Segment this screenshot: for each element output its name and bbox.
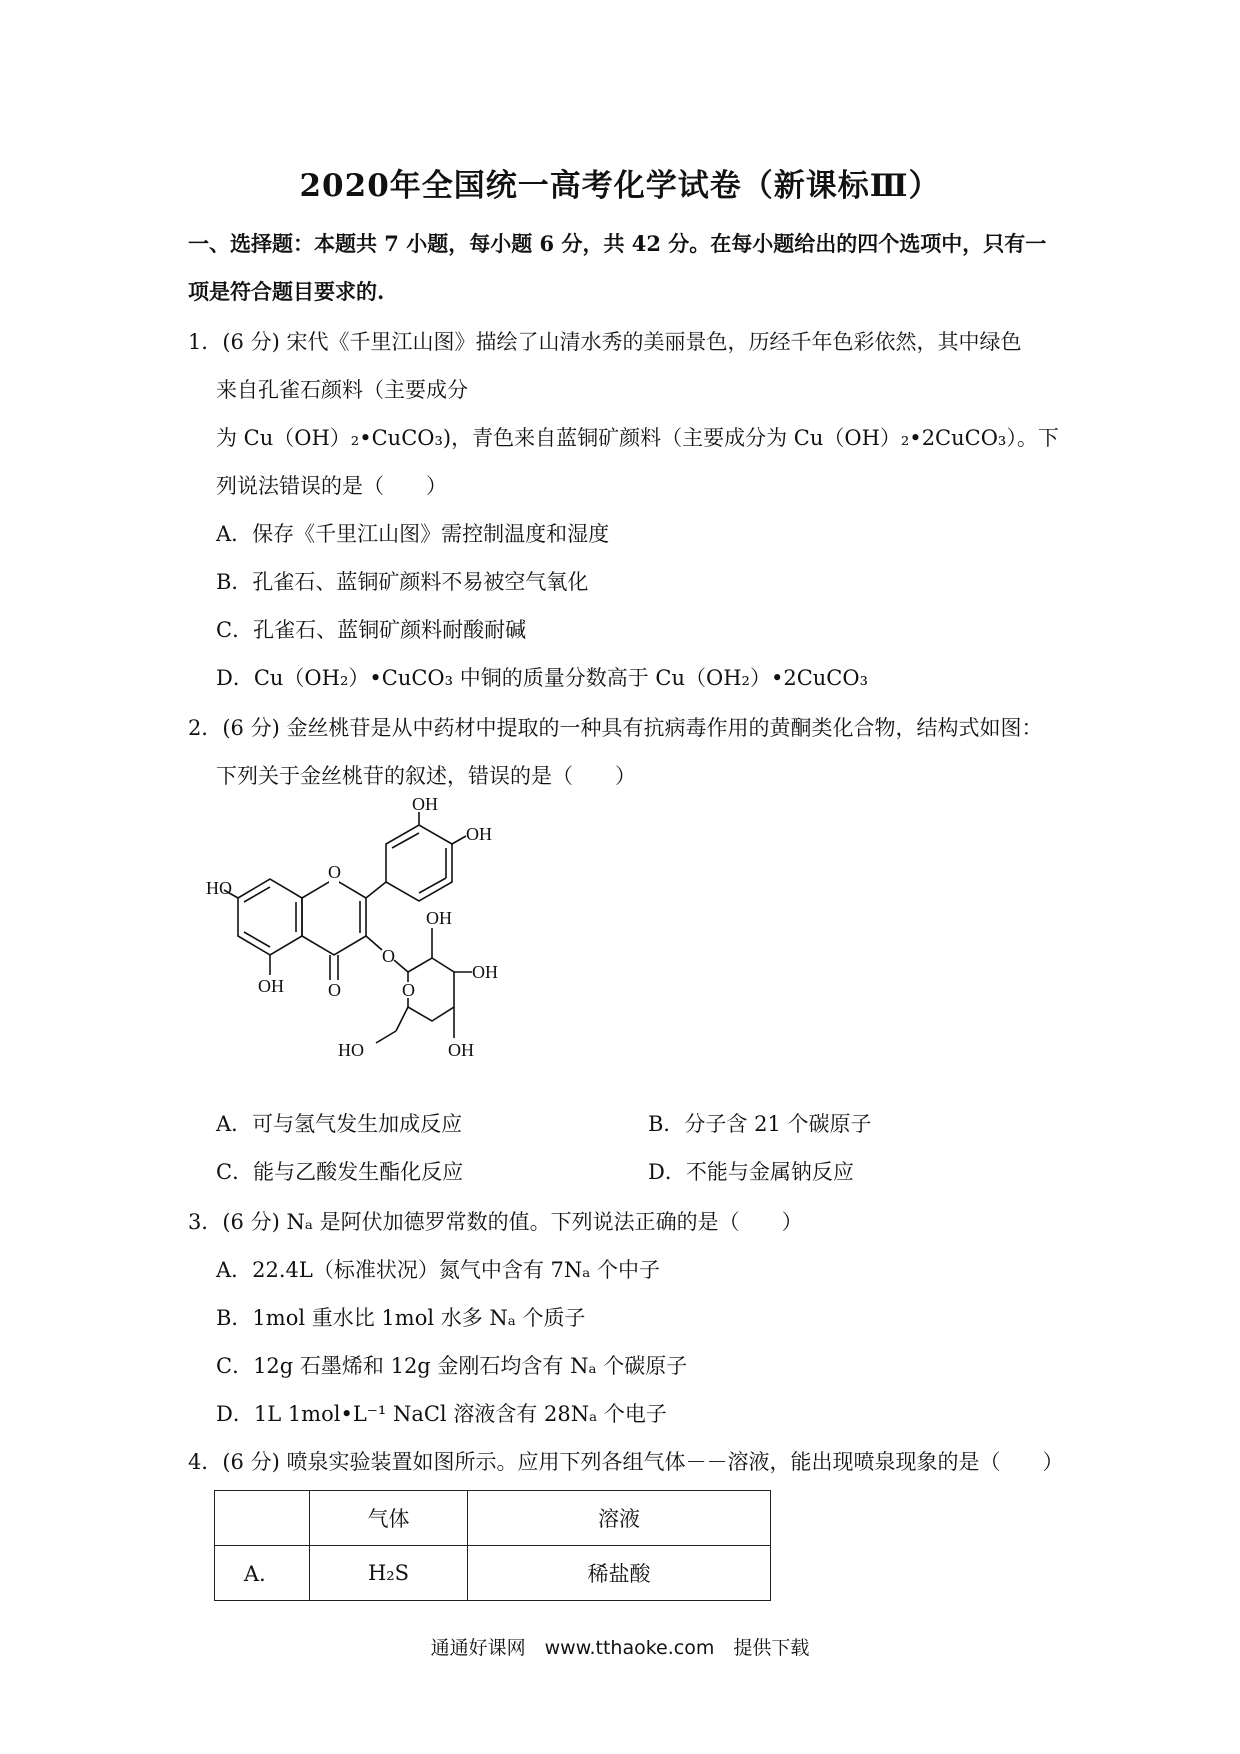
ring-a [238, 879, 302, 955]
q2-stem-line1: 2．(6 分) 金丝桃苷是从中药材中提取的一种具有抗病毒作用的黄酮类化合物，结构式如图： [188, 716, 1043, 740]
q1-option-d: D．Cu（OH₂）•CuCO₃ 中铜的质量分数高于 Cu（OH₂）•2CuCO₃ [216, 666, 868, 690]
q2-option-a: A．可与氢气发生加成反应 [216, 1112, 463, 1136]
section-heading-line2: 项是符合题目要求的. [188, 279, 385, 304]
q4-stem: 4．(6 分) 喷泉实验装置如图所示。应用下列各组气体－－溶液，能出现喷泉现象的是（ ） [188, 1450, 1064, 1474]
table-row [215, 1546, 771, 1601]
structure-label: O [382, 946, 395, 966]
q1-option-c: C．孔雀石、蓝铜矿颜料耐酸耐碱 [216, 618, 527, 642]
gas-solution-table [214, 1490, 771, 1601]
structure-label: O [402, 980, 415, 1000]
table-header-row [215, 1491, 771, 1546]
structure-label: OH [472, 962, 498, 982]
q3-option-d: D．1L 1mol•L⁻¹ NaCl 溶液含有 28Nₐ 个电子 [216, 1402, 667, 1426]
q1-stem-line1: 1．(6 分) 宋代《千里江山图》描绘了山清水秀的美丽景色，历经千年色彩依然，其中绿色 [188, 330, 1022, 354]
structure-label: HO [206, 878, 232, 898]
table-cell: H₂S [310, 1546, 468, 1601]
structure-label: O [328, 980, 341, 1000]
q1-stem-line4: 列说法错误的是（ ） [216, 474, 447, 498]
structure-label: OH [412, 794, 438, 814]
structure-label: OH [426, 908, 452, 928]
q2-option-b: B．分子含 21 个碳原子 [648, 1112, 872, 1136]
q1-stem-line3: 为 Cu（OH）₂•CuCO₃)，青色来自蓝铜矿颜料（主要成分为 Cu（OH）₂•2CuCO₃）。下 [216, 426, 1059, 450]
structure-label: HO [338, 1040, 364, 1060]
q1-option-a: A．保存《千里江山图》需控制温度和湿度 [216, 522, 610, 546]
q1-stem-line2: 来自孔雀石颜料（主要成分 [216, 378, 468, 402]
table-cell: A． [215, 1546, 310, 1601]
q2-option-d: D．不能与金属钠反应 [648, 1160, 854, 1184]
ring-c [302, 879, 366, 955]
structure-label: OH [258, 976, 284, 996]
q3-option-a: A．22.4L（标准状况）氮气中含有 7Nₐ 个中子 [216, 1258, 661, 1282]
q3-option-c: C．12g 石墨烯和 12g 金刚石均含有 Nₐ 个碳原子 [216, 1354, 688, 1378]
structure-label: OH [466, 824, 492, 844]
q3-stem: 3．(6 分) Nₐ 是阿伏加德罗常数的值。下列说法正确的是（ ） [188, 1210, 803, 1234]
q2-option-c: C．能与乙酸发生酯化反应 [216, 1160, 464, 1184]
q2-stem-line2: 下列关于金丝桃苷的叙述，错误的是（ ） [216, 764, 636, 788]
page-title: 2020年全国统一高考化学试卷（新课标Ⅲ） [299, 168, 941, 204]
hyperoside-structure-diagram [206, 794, 560, 1100]
table-header-cell: 气体 [310, 1491, 468, 1546]
table-header-cell: 溶液 [468, 1491, 771, 1546]
structure-label: O [328, 862, 341, 882]
table-cell: 稀盐酸 [468, 1546, 771, 1601]
structure-label: OH [448, 1040, 474, 1060]
q1-option-b: B．孔雀石、蓝铜矿颜料不易被空气氧化 [216, 570, 589, 594]
q3-option-b: B．1mol 重水比 1mol 水多 Nₐ 个质子 [216, 1306, 586, 1330]
section-heading-line1: 一、选择题：本题共 7 小题，每小题 6 分，共 42 分。在每小题给出的四个选项中，只有一 [188, 231, 1047, 256]
page-footer: 通通好课网 www.tthaoke.com 提供下载 [430, 1637, 810, 1659]
ring-b [386, 825, 452, 901]
table-header-cell [215, 1491, 310, 1546]
